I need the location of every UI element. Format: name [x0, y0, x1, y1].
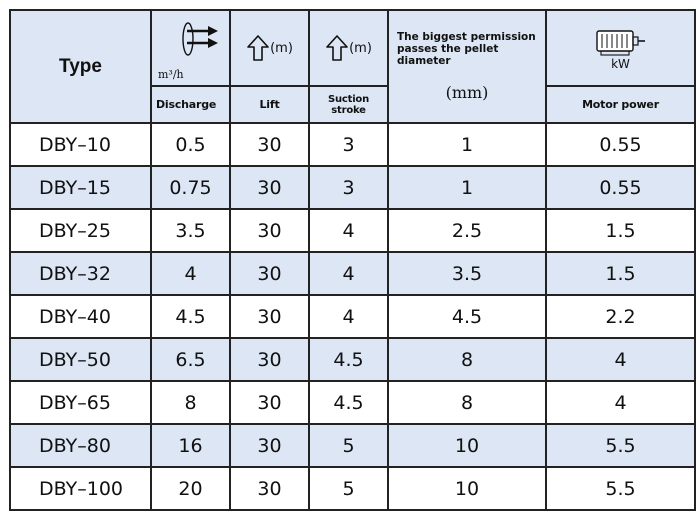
- model-cell: DBY–65: [10, 381, 151, 424]
- suction-cell: 5: [309, 424, 388, 467]
- diameter-cell: 8: [388, 338, 546, 381]
- discharge-cell: 3.5: [151, 209, 230, 252]
- suction-cell: 3: [309, 166, 388, 209]
- up-arrow-icon: [246, 34, 270, 62]
- table-row: [10, 209, 695, 252]
- power-cell: 0.55: [546, 123, 695, 166]
- power-cell: 1.5: [546, 252, 695, 295]
- lift-header: Lift: [230, 86, 309, 123]
- table-row: [10, 252, 695, 295]
- lift-cell: 30: [230, 381, 309, 424]
- discharge-header: Discharge: [151, 86, 230, 123]
- type-header: Type: [10, 10, 151, 123]
- diameter-cell: 8: [388, 381, 546, 424]
- power-cell: 5.5: [546, 467, 695, 510]
- model-cell: DBY–40: [10, 295, 151, 338]
- up-arrow-icon: [325, 34, 349, 62]
- lift-cell: 30: [230, 123, 309, 166]
- lift-unit-cell: [230, 10, 309, 86]
- power-unit-cell: [546, 10, 695, 86]
- suction-cell: 4: [309, 209, 388, 252]
- table-row: [10, 381, 695, 424]
- suction-cell: 4.5: [309, 338, 388, 381]
- suction-unit-cell: [309, 10, 388, 86]
- model-cell: DBY–10: [10, 123, 151, 166]
- table-row: [10, 424, 695, 467]
- model-cell: DBY–80: [10, 424, 151, 467]
- table-row: [10, 123, 695, 166]
- model-cell: DBY–15: [10, 166, 151, 209]
- suction-cell: 4.5: [309, 381, 388, 424]
- power-cell: 4: [546, 338, 695, 381]
- motor-icon: [593, 27, 649, 59]
- diameter-cell: 1: [388, 123, 546, 166]
- model-cell: DBY–100: [10, 467, 151, 510]
- discharge-cell: 8: [151, 381, 230, 424]
- diameter-unit: (mm): [445, 83, 489, 102]
- power-unit: kW: [611, 57, 630, 71]
- table-row: [10, 166, 695, 209]
- diameter-header: [388, 10, 546, 123]
- lift-cell: 30: [230, 424, 309, 467]
- discharge-cell: 20: [151, 467, 230, 510]
- lift-cell: 30: [230, 252, 309, 295]
- model-cell: DBY–50: [10, 338, 151, 381]
- discharge-unit: m³/h: [158, 68, 184, 81]
- lift-cell: 30: [230, 166, 309, 209]
- discharge-unit-cell: [151, 10, 230, 86]
- discharge-cell: 4.5: [151, 295, 230, 338]
- diameter-cell: 4.5: [388, 295, 546, 338]
- header-row-icons: [10, 10, 695, 86]
- suction-cell: 5: [309, 467, 388, 510]
- diameter-cell: 10: [388, 467, 546, 510]
- power-cell: 1.5: [546, 209, 695, 252]
- lift-cell: 30: [230, 295, 309, 338]
- suction-header: Suction stroke: [309, 86, 388, 123]
- lift-unit: (m): [270, 41, 293, 57]
- power-cell: 4: [546, 381, 695, 424]
- motor-power-header: Motor power: [546, 86, 695, 123]
- pump-spec-table: [9, 9, 696, 511]
- diameter-title: The biggest permission passes the pellet diameter: [397, 31, 536, 67]
- suction-unit: (m): [349, 41, 372, 57]
- discharge-cell: 16: [151, 424, 230, 467]
- power-cell: 5.5: [546, 424, 695, 467]
- discharge-cell: 4: [151, 252, 230, 295]
- discharge-cell: 6.5: [151, 338, 230, 381]
- table-row: [10, 295, 695, 338]
- flow-arrows-icon: [178, 19, 224, 59]
- suction-cell: 4: [309, 252, 388, 295]
- diameter-cell: 1: [388, 166, 546, 209]
- suction-cell: 4: [309, 295, 388, 338]
- lift-cell: 30: [230, 209, 309, 252]
- power-cell: 0.55: [546, 166, 695, 209]
- diameter-cell: 3.5: [388, 252, 546, 295]
- power-cell: 2.2: [546, 295, 695, 338]
- diameter-cell: 10: [388, 424, 546, 467]
- lift-cell: 30: [230, 338, 309, 381]
- diameter-cell: 2.5: [388, 209, 546, 252]
- model-cell: DBY–25: [10, 209, 151, 252]
- model-cell: DBY–32: [10, 252, 151, 295]
- table-row: [10, 338, 695, 381]
- discharge-cell: 0.75: [151, 166, 230, 209]
- table-row: [10, 467, 695, 510]
- suction-cell: 3: [309, 123, 388, 166]
- discharge-cell: 0.5: [151, 123, 230, 166]
- lift-cell: 30: [230, 467, 309, 510]
